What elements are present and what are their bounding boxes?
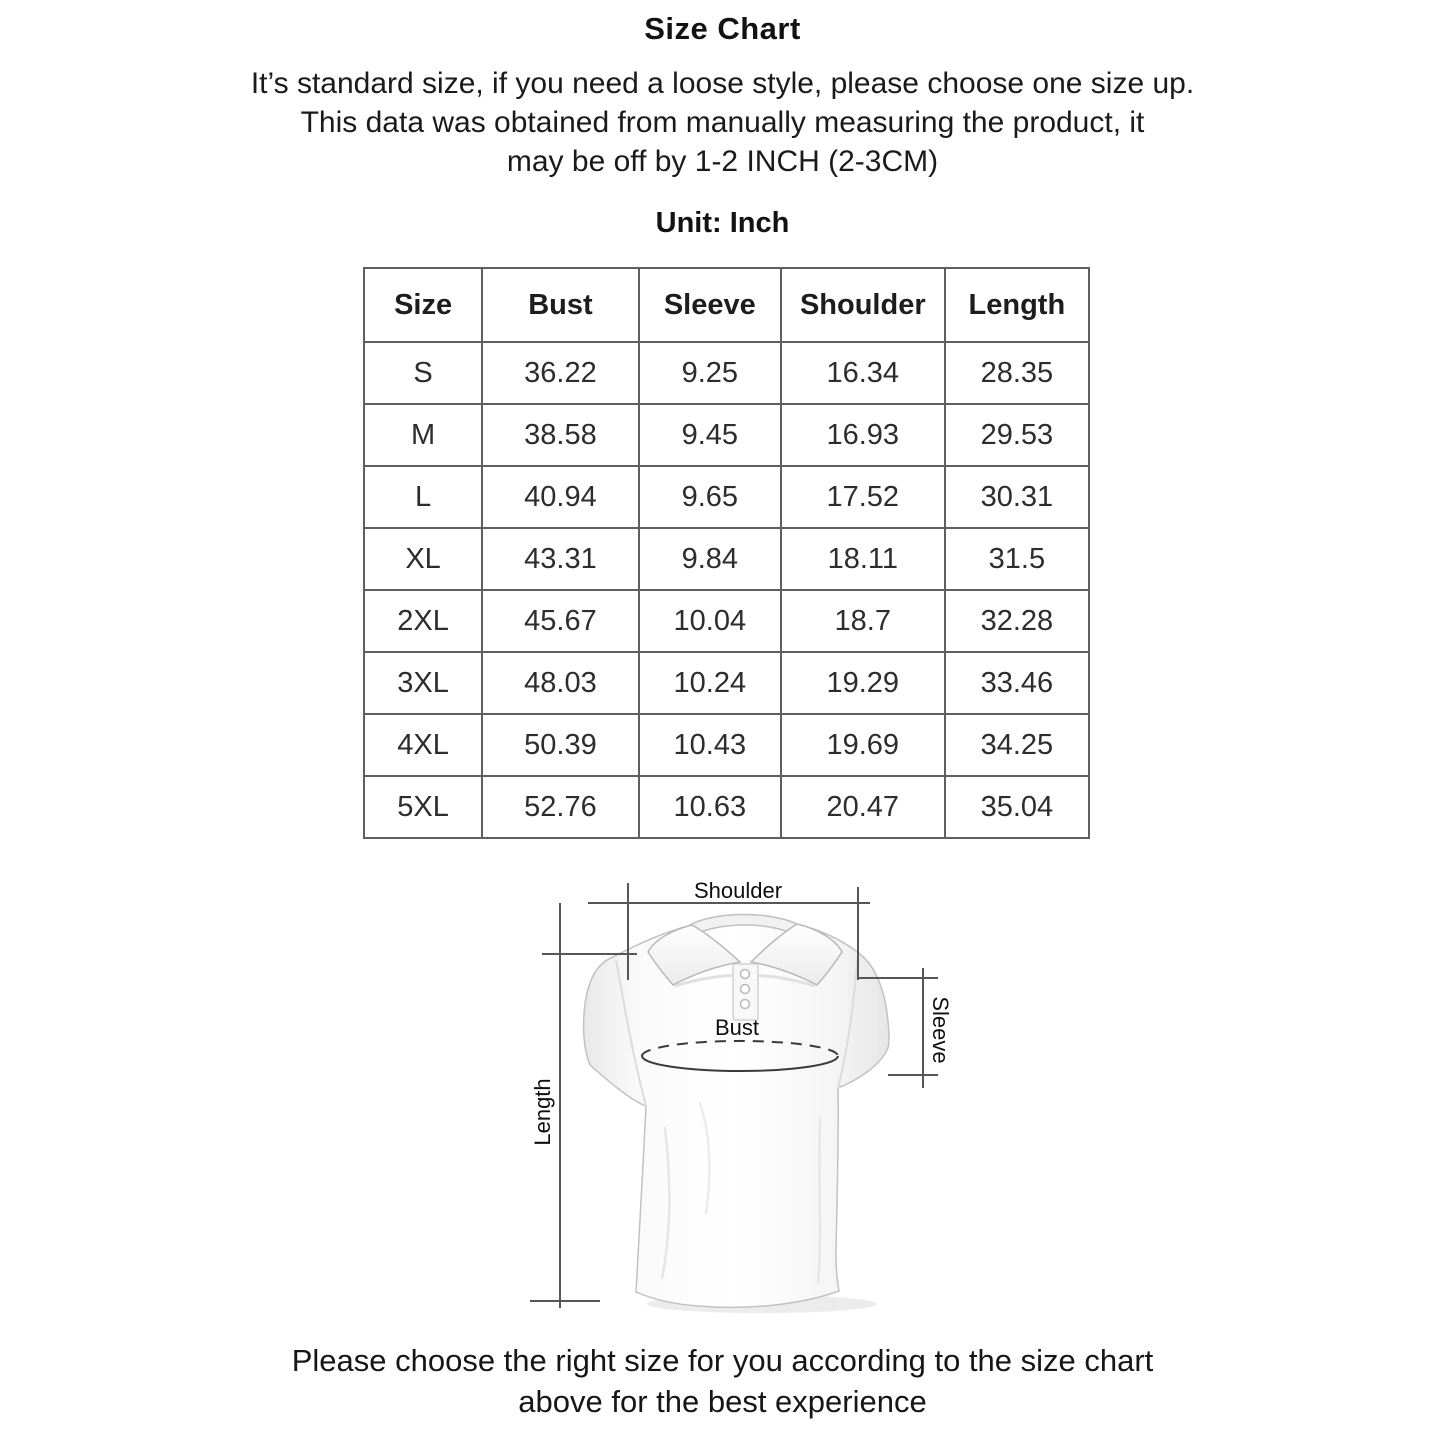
table-cell: 30.31	[945, 466, 1089, 528]
button	[741, 970, 750, 979]
button	[741, 985, 750, 994]
measurement-diagram	[500, 868, 970, 1320]
table-cell: 36.22	[482, 342, 639, 404]
table-row	[364, 776, 1089, 838]
footer-line: Please choose the right size for you according to the size chart	[291, 1343, 1154, 1378]
table-cell: L	[364, 466, 482, 528]
table-row	[364, 404, 1089, 466]
table-cell: 19.69	[781, 714, 945, 776]
table-cell: 35.04	[945, 776, 1089, 838]
table-cell: 33.46	[945, 652, 1089, 714]
table-cell: 9.65	[639, 466, 781, 528]
unit-label: Unit: Inch	[655, 207, 790, 239]
table-row	[364, 714, 1089, 776]
size-description	[0, 64, 1445, 181]
bust-label: Bust	[714, 1015, 760, 1040]
table-cell: 3XL	[364, 652, 482, 714]
table-row	[364, 590, 1089, 652]
table-cell: 18.11	[781, 528, 945, 590]
table-row	[364, 342, 1089, 404]
table-cell: S	[364, 342, 482, 404]
table-cell: 2XL	[364, 590, 482, 652]
polo-shirt-illustration	[584, 915, 889, 1314]
table-cell: 31.5	[945, 528, 1089, 590]
column-header-shoulder: Shoulder	[781, 268, 945, 342]
footer-line: above for the best experience	[518, 1384, 927, 1419]
table-cell: 45.67	[482, 590, 639, 652]
table-cell: XL	[364, 528, 482, 590]
table-cell: 10.04	[639, 590, 781, 652]
table-cell: 4XL	[364, 714, 482, 776]
table-cell: 43.31	[482, 528, 639, 590]
table-cell: 38.58	[482, 404, 639, 466]
table-cell: 17.52	[781, 466, 945, 528]
table-cell: 9.25	[639, 342, 781, 404]
table-cell: 20.47	[781, 776, 945, 838]
table-row	[364, 466, 1089, 528]
table-cell: 10.24	[639, 652, 781, 714]
column-header-bust: Bust	[482, 268, 639, 342]
length-label: Length	[530, 1078, 555, 1146]
table-cell: M	[364, 404, 482, 466]
table-header-row	[364, 268, 1089, 342]
table-cell: 34.25	[945, 714, 1089, 776]
table-cell: 50.39	[482, 714, 639, 776]
footer-note	[0, 1340, 1445, 1422]
table-cell: 29.53	[945, 404, 1089, 466]
size-table	[363, 267, 1090, 839]
table-cell: 28.35	[945, 342, 1089, 404]
table-cell: 10.43	[639, 714, 781, 776]
table-cell: 52.76	[482, 776, 639, 838]
table-cell: 18.7	[781, 590, 945, 652]
shoulder-label: Shoulder	[693, 878, 783, 903]
description-line: may be off by 1-2 INCH (2-3CM)	[506, 145, 939, 178]
table-cell: 40.94	[482, 466, 639, 528]
table-row	[364, 652, 1089, 714]
table-cell: 19.29	[781, 652, 945, 714]
description-line: It’s standard size, if you need a loose style, please choose one size up.	[250, 67, 1195, 100]
table-row	[364, 528, 1089, 590]
column-header-sleeve: Sleeve	[639, 268, 781, 342]
column-header-size: Size	[364, 268, 482, 342]
table-cell: 16.34	[781, 342, 945, 404]
table-cell: 48.03	[482, 652, 639, 714]
description-line: This data was obtained from manually measuring the product, it	[300, 106, 1145, 139]
table-cell: 9.45	[639, 404, 781, 466]
sleeve-label: Sleeve	[928, 996, 953, 1064]
table-cell: 32.28	[945, 590, 1089, 652]
table-cell: 5XL	[364, 776, 482, 838]
table-cell: 9.84	[639, 528, 781, 590]
page-title: Size Chart	[644, 11, 801, 46]
table-cell: 10.63	[639, 776, 781, 838]
column-header-length: Length	[945, 268, 1089, 342]
button	[741, 1000, 750, 1009]
table-cell: 16.93	[781, 404, 945, 466]
